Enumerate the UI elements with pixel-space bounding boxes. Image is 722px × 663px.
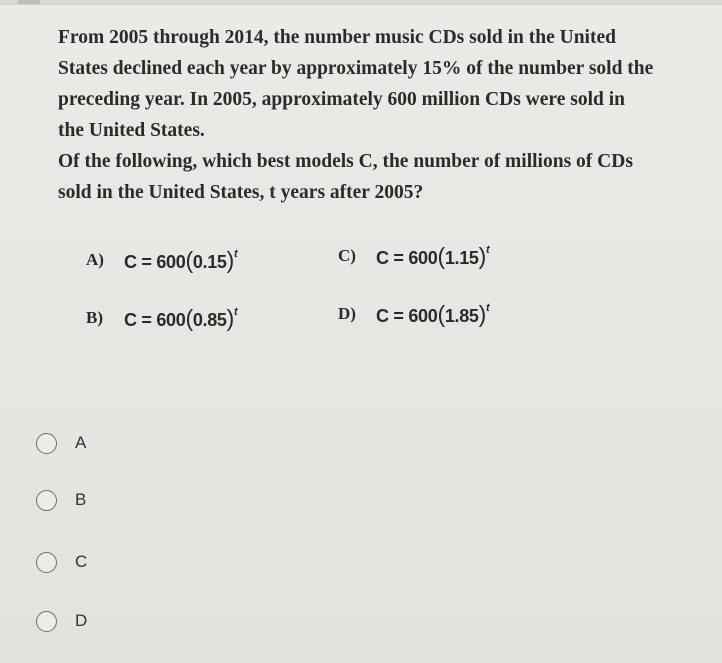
- choice-formula: [124, 247, 237, 274]
- question-line: sold in the United States, t years after 2005?: [58, 182, 424, 203]
- question-line: preceding year. In 2005, approximately 600 million CDs were sold in: [58, 89, 625, 110]
- choice-formula: [124, 305, 237, 332]
- choice-c: [338, 236, 489, 276]
- radio-button-icon[interactable]: [36, 611, 57, 632]
- formula-lhs: C = 600: [124, 251, 186, 272]
- formula-exponent: t: [486, 243, 490, 256]
- formula-open-paren: (: [437, 242, 445, 269]
- formula-lhs: C = 600: [376, 305, 438, 326]
- top-bar-segment: [18, 0, 40, 4]
- formula-exponent: t: [486, 301, 490, 314]
- formula-lhs: C = 600: [376, 247, 438, 268]
- choice-letter: B): [86, 308, 103, 327]
- radio-button-icon[interactable]: [36, 552, 57, 573]
- choice-letter: A): [86, 250, 104, 269]
- answer-label: B: [75, 490, 87, 509]
- choice-letter: D): [338, 304, 356, 323]
- answer-option-c[interactable]: [36, 547, 87, 577]
- formula-close-paren: ): [226, 246, 235, 273]
- radio-button-icon[interactable]: [36, 433, 57, 454]
- choice-d: [338, 294, 489, 334]
- question-line: Of the following, which best models C, the number of millions of CDs: [58, 151, 633, 172]
- choice-b: [86, 298, 237, 338]
- formula-open-paren: (: [185, 304, 193, 331]
- answer-label: A: [75, 433, 87, 452]
- answer-option-b[interactable]: [36, 485, 86, 515]
- top-bar: [0, 0, 722, 5]
- question-line: From 2005 through 2014, the number music CDs sold in the United: [58, 27, 616, 48]
- answer-label: D: [75, 611, 88, 630]
- answer-option-d[interactable]: [36, 606, 87, 636]
- formula-lhs: C = 600: [124, 309, 186, 330]
- choice-formula: [376, 301, 489, 328]
- formula-exponent: t: [234, 247, 238, 260]
- question-text: [58, 22, 698, 208]
- formula-base: 1.85: [444, 305, 479, 326]
- formula-base: 0.15: [192, 251, 227, 272]
- choice-formula: [376, 243, 489, 270]
- formula-close-paren: ): [478, 300, 487, 327]
- formula-close-paren: ): [226, 304, 235, 331]
- formula-open-paren: (: [185, 246, 193, 273]
- formula-base: 0.85: [192, 309, 227, 330]
- question-line: the United States.: [58, 120, 205, 141]
- choice-letter: C): [338, 246, 356, 265]
- radio-button-icon[interactable]: [36, 490, 57, 511]
- question-line: States declined each year by approximately 15% of the number sold the: [58, 58, 654, 79]
- answer-label: C: [75, 552, 88, 571]
- choice-a: [86, 240, 237, 280]
- formula-open-paren: (: [437, 300, 445, 327]
- formula-base: 1.15: [444, 247, 479, 268]
- formula-close-paren: ): [478, 242, 487, 269]
- formula-exponent: t: [234, 305, 238, 318]
- answer-option-a[interactable]: [36, 428, 86, 458]
